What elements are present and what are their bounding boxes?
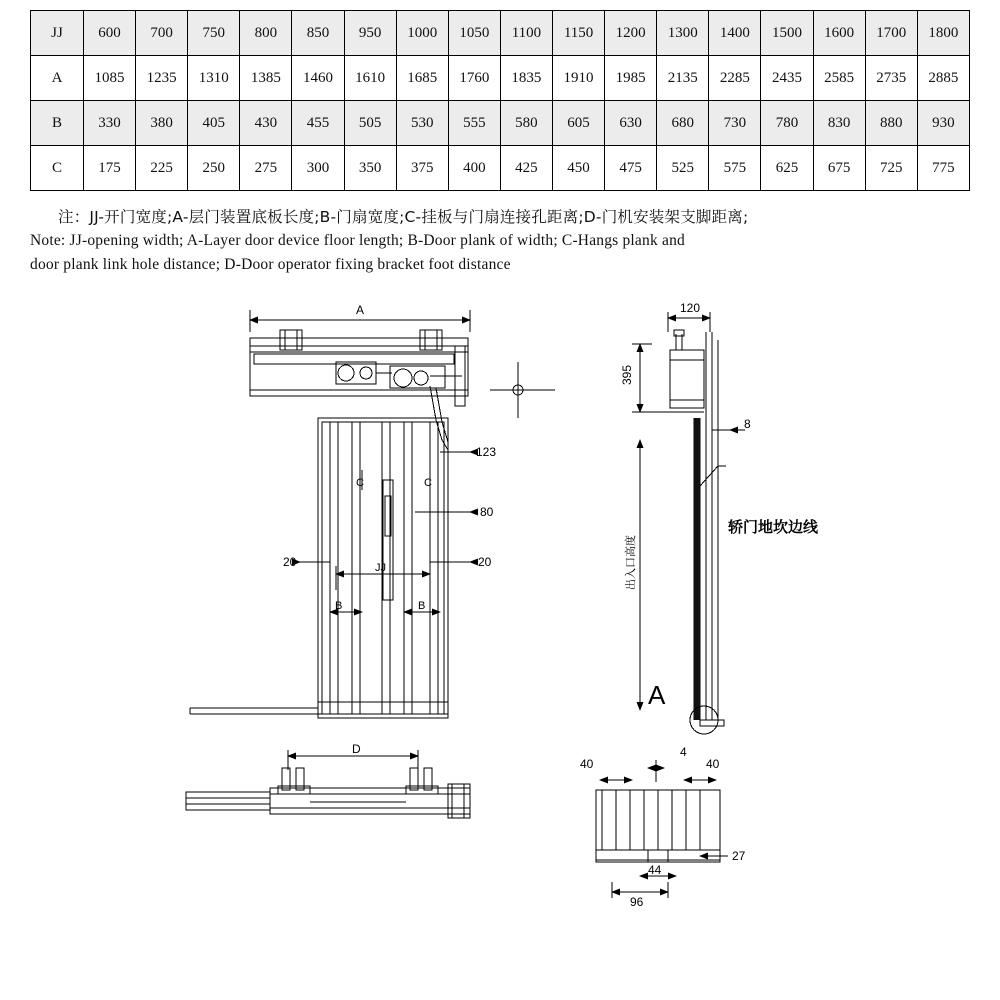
label-20-left: 20 [283,555,297,569]
cell: 730 [709,101,761,146]
drawing-svg [0,290,1000,1000]
label-96: 96 [630,895,644,909]
label-4: 4 [680,745,687,759]
dimension-395 [632,344,652,412]
cell: 2435 [761,56,813,101]
spec-table-container [30,10,970,191]
label-c-right: C [424,477,432,489]
cell: 330 [84,101,136,146]
cell: 1200 [605,11,657,56]
cell: 725 [865,146,917,191]
cell: 1600 [813,11,865,56]
label-sill-callout: 轿门地坎边线 [728,518,819,536]
label-c-left: C [356,477,364,489]
cell: 475 [605,146,657,191]
cell: 600 [84,11,136,56]
cell: 780 [761,101,813,146]
cell: 1985 [605,56,657,101]
row-label: C [31,146,84,191]
cell: 2735 [865,56,917,101]
cell: 225 [136,146,188,191]
cell: 1100 [500,11,552,56]
cell: 425 [500,146,552,191]
cell: 1460 [292,56,344,101]
cell: 605 [552,101,604,146]
cell: 930 [917,101,969,146]
cell: 1610 [344,56,396,101]
center-mark [490,362,555,418]
label-jj-dim: JJ [375,562,386,574]
cell: 675 [813,146,865,191]
table-row [31,11,970,56]
cell: 1000 [396,11,448,56]
cell: 380 [136,101,188,146]
cell: 850 [292,11,344,56]
cell: 400 [448,146,500,191]
cell: 2135 [657,56,709,101]
cell: 1150 [552,11,604,56]
cell: 950 [344,11,396,56]
label-395: 395 [620,364,634,385]
cell: 1310 [188,56,240,101]
cell: 455 [292,101,344,146]
cell: 2585 [813,56,865,101]
cell: 525 [657,146,709,191]
cell: 1800 [917,11,969,56]
label-b-left: B [335,600,343,612]
cell: 1300 [657,11,709,56]
cell: 1050 [448,11,500,56]
cell: 680 [657,101,709,146]
cell: 375 [396,146,448,191]
spec-table [30,10,970,191]
label-8: 8 [744,417,751,431]
table-row [31,146,970,191]
cell: 430 [240,101,292,146]
cell: 1085 [84,56,136,101]
cell: 1835 [500,56,552,101]
row-label: B [31,101,84,146]
label-opening-height: 出入口高度 [624,535,637,590]
cell: 175 [84,146,136,191]
cell: 530 [396,101,448,146]
label-27: 27 [732,849,746,863]
cell: 450 [552,146,604,191]
cell: 580 [500,101,552,146]
cell: 250 [188,146,240,191]
cell: 1910 [552,56,604,101]
label-40-right: 40 [706,757,720,771]
dimension-120 [668,312,710,332]
cell: 750 [188,11,240,56]
cell: 575 [709,146,761,191]
note-line-english-1: Note: JJ-opening width; A-Layer door device floor length; B-Door plank of width; C-Hangs plank and [30,232,685,250]
cell: 275 [240,146,292,191]
label-detail-a: A [648,680,666,710]
dimension-section-top [600,760,716,782]
label-a-dim: A [356,303,365,317]
cell: 1385 [240,56,292,101]
cell: 775 [917,146,969,191]
label-120: 120 [680,301,701,315]
cell: 625 [761,146,813,191]
label-123: 123 [476,445,497,459]
label-40-left: 40 [580,757,594,771]
cell: 880 [865,101,917,146]
cell: 1500 [761,11,813,56]
table-row [31,56,970,101]
label-20-right: 20 [478,555,492,569]
cell: 1235 [136,56,188,101]
cell: 555 [448,101,500,146]
cell: 300 [292,146,344,191]
cell: 800 [240,11,292,56]
cell: 700 [136,11,188,56]
note-line-chinese: 注：JJ-开门宽度;A-层门装置底板长度;B-门扇宽度;C-挂板与门扇连接孔距离;D-门机安装架支脚距离; [58,208,749,226]
notes-block [30,205,970,277]
cell: 405 [188,101,240,146]
label-b-right: B [418,600,426,612]
cell: 2885 [917,56,969,101]
cell: 1400 [709,11,761,56]
cell: 350 [344,146,396,191]
cell: 630 [605,101,657,146]
technical-drawing [0,290,1000,1000]
row-label: A [31,56,84,101]
cell: 830 [813,101,865,146]
label-d-dim: D [352,742,361,756]
label-44: 44 [648,863,662,877]
cell: 1685 [396,56,448,101]
row-label: JJ [31,11,84,56]
note-line-english-2: door plank link hole distance; D-Door operator fixing bracket foot distance [30,256,511,274]
cell: 1760 [448,56,500,101]
label-80: 80 [480,505,494,519]
cell: 2285 [709,56,761,101]
cell: 505 [344,101,396,146]
table-row [31,101,970,146]
cell: 1700 [865,11,917,56]
